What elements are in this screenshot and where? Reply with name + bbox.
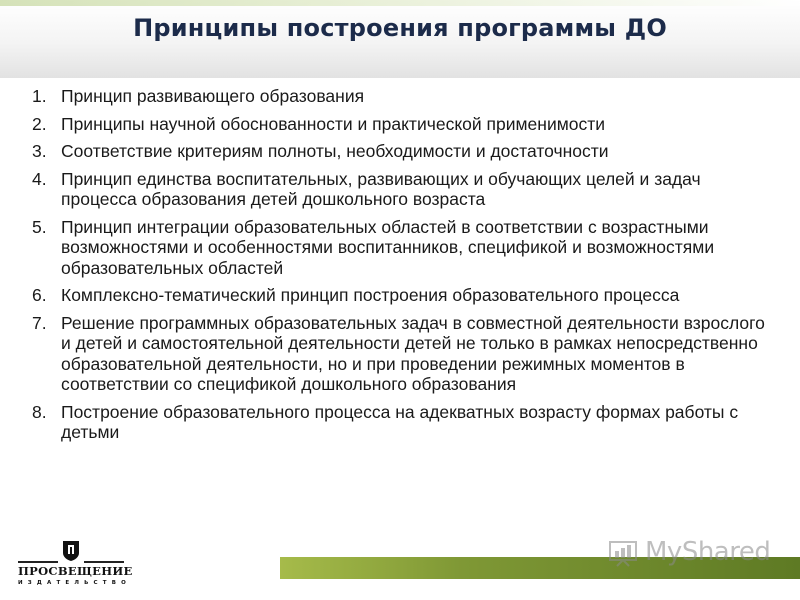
item-text: Принципы научной обоснованности и практической применимости	[61, 113, 606, 134]
item-number: 8.	[32, 401, 47, 422]
item-text: Решение программных образовательных задач в совместной деятельности взрослого и детей и самостоятельной деятельности детей не только в рамках непосредственно образовательной деятельности, но и при проведении режимных моментов в соответствии со спецификой дошкольного образования	[61, 312, 765, 394]
shield-icon	[61, 540, 81, 562]
list-item	[32, 141, 772, 162]
principles-list	[32, 86, 772, 450]
list-item	[32, 169, 772, 210]
publisher-logo	[18, 540, 133, 590]
list-item	[32, 313, 772, 395]
logo-rule-right	[84, 561, 124, 563]
watermark-text: MyShared	[645, 537, 771, 567]
item-number: 3.	[32, 141, 47, 161]
watermark	[607, 537, 777, 571]
logo-name: ПРОСВЕЩЕНИЕ	[18, 564, 133, 578]
item-text: Принцип развивающего образования	[61, 86, 365, 106]
item-text: Соответствие критериям полноты, необходимости и достаточности	[61, 141, 609, 161]
item-number: 2.	[32, 113, 47, 134]
logo-rule-left	[18, 561, 58, 563]
item-number: 7.	[32, 312, 47, 333]
list-item	[32, 114, 772, 135]
slide-title: Принципы построения программы ДО	[133, 14, 667, 42]
item-number: 1.	[32, 86, 47, 106]
item-number: 5.	[32, 216, 47, 237]
list-item	[32, 402, 772, 443]
presentation-chart-icon	[607, 539, 643, 567]
item-text: Комплексно-тематический принцип построения образовательного процесса	[61, 285, 680, 305]
item-text: Принцип интеграции образовательных областей в соответствии с возрастными возможностями и особенностями воспитанников, спецификой и возможностями образовательных областей	[61, 216, 715, 278]
list-item	[32, 285, 772, 306]
header-accent	[0, 0, 800, 6]
item-text: Принцип единства воспитательных, развивающих и обучающих целей и задач процесса образования детей дошкольного возраста	[61, 168, 701, 209]
item-number: 6.	[32, 285, 47, 305]
list-item	[32, 217, 772, 279]
item-number: 4.	[32, 168, 47, 189]
logo-subtitle: ИЗДАТЕЛЬСТВО	[18, 580, 131, 586]
item-text: Построение образовательного процесса на адекватных возрасту формах работы с детьми	[61, 401, 739, 442]
list-item	[32, 86, 772, 107]
